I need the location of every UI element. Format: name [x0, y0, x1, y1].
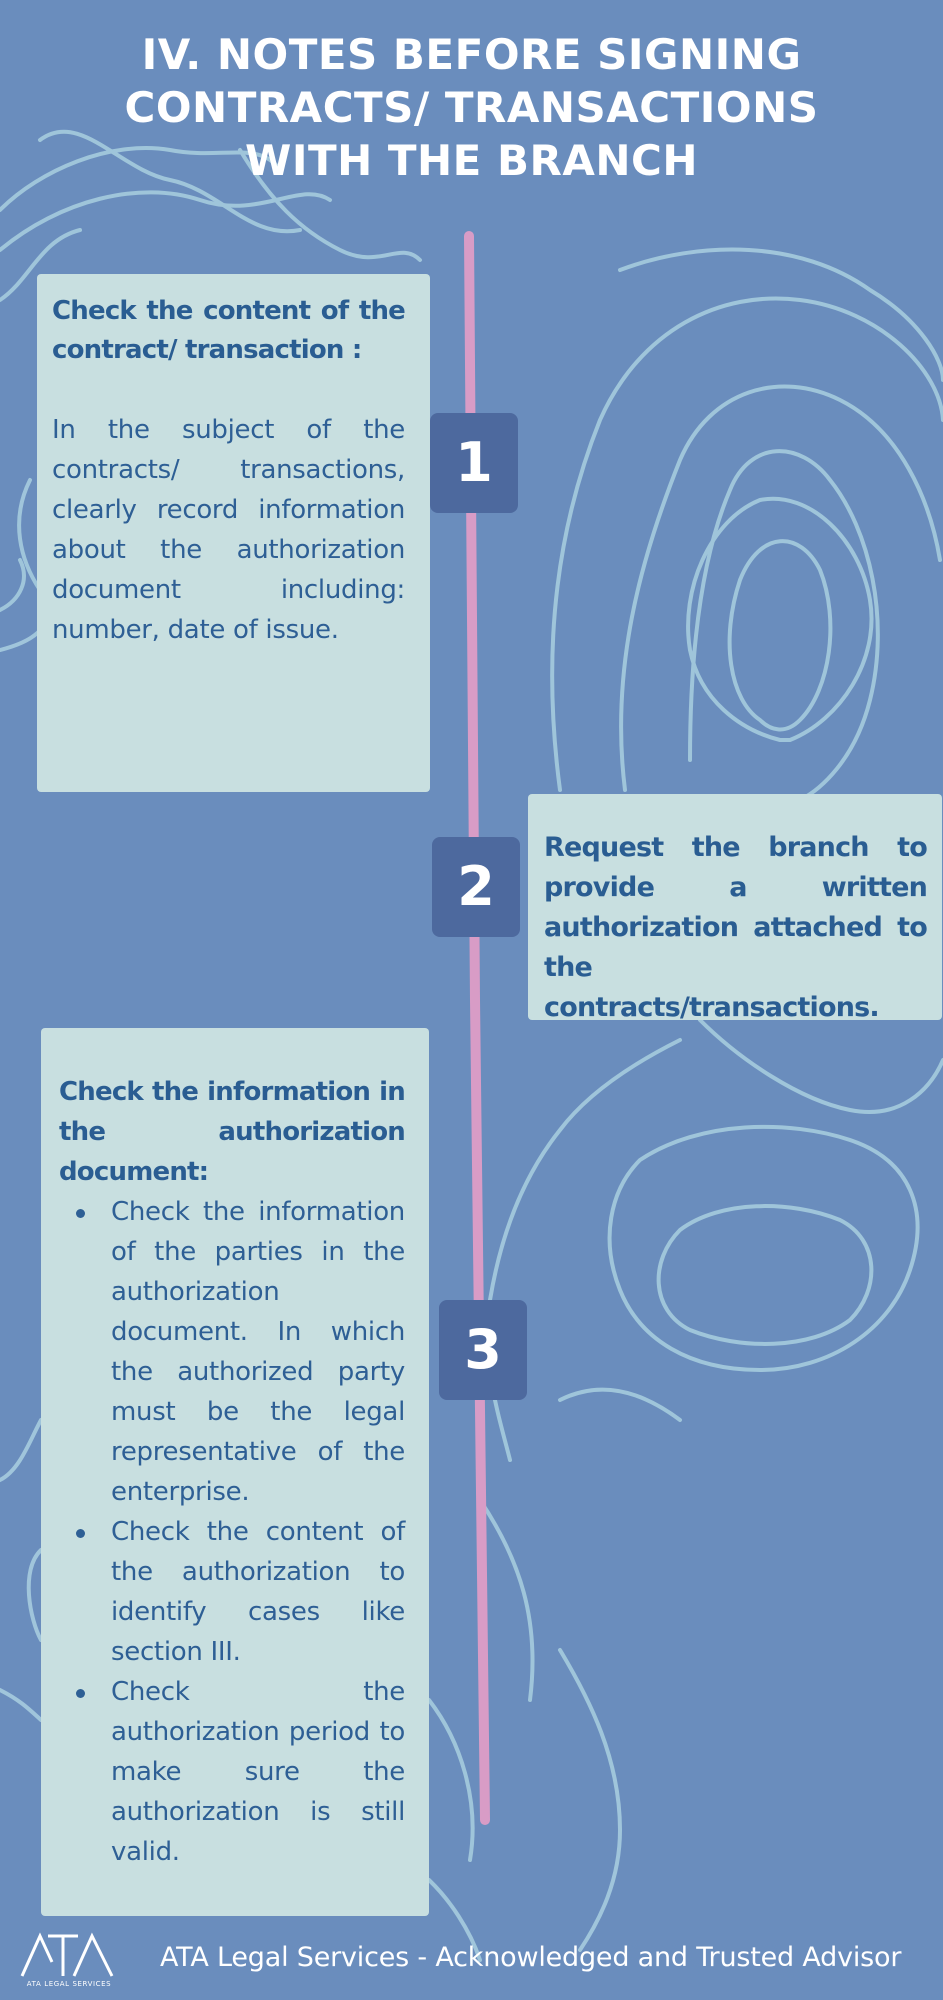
title-line-2: CONTRACTS/ TRANSACTIONS	[124, 83, 819, 132]
step-3-heading: Check the information in the authorization document:	[59, 1077, 405, 1187]
bullet-text: Check the information of the parties in the authorization document. In which the authorized party must be the legal representative of the enterprise.	[111, 1197, 405, 1507]
step-1-heading: Check the content of the contract/ transaction :	[52, 296, 405, 365]
step-2-heading: Request the branch to provide a written authorization attached to the contracts/transactions.	[544, 832, 927, 1023]
step-1-card	[37, 274, 430, 792]
bullet-dot-icon	[76, 1209, 85, 1218]
logo-subtext: ATA LEGAL SERVICES	[26, 1980, 112, 1988]
list-item	[59, 1672, 405, 1872]
step-3-badge: 3	[439, 1300, 527, 1400]
footer	[0, 1930, 943, 1992]
list-item	[59, 1192, 405, 1512]
bullet-dot-icon	[76, 1529, 85, 1538]
bullet-text: Check the content of the authorization to identify cases like section III.	[111, 1517, 405, 1667]
step-3-bullet-list	[59, 1192, 405, 1872]
bullet-text: Check the authorization period to make sure the authorization is still valid.	[111, 1677, 405, 1867]
step-1-body: In the subject of the contracts/ transactions, clearly record information about the authorization document including: number, date of issue.	[52, 415, 405, 645]
step-2-card	[528, 794, 942, 1023]
list-item	[59, 1512, 405, 1672]
bullet-dot-icon	[76, 1689, 85, 1698]
step-3-card	[41, 1028, 429, 1916]
step-2-badge: 2	[432, 837, 520, 937]
title-line-1: IV. NOTES BEFORE SIGNING	[141, 30, 802, 79]
title-line-3: WITH THE BRANCH	[245, 136, 698, 185]
footer-tagline: ATA Legal Services - Acknowledged and Trusted Advisor	[160, 1942, 902, 1973]
step-1-badge: 1	[430, 413, 518, 513]
